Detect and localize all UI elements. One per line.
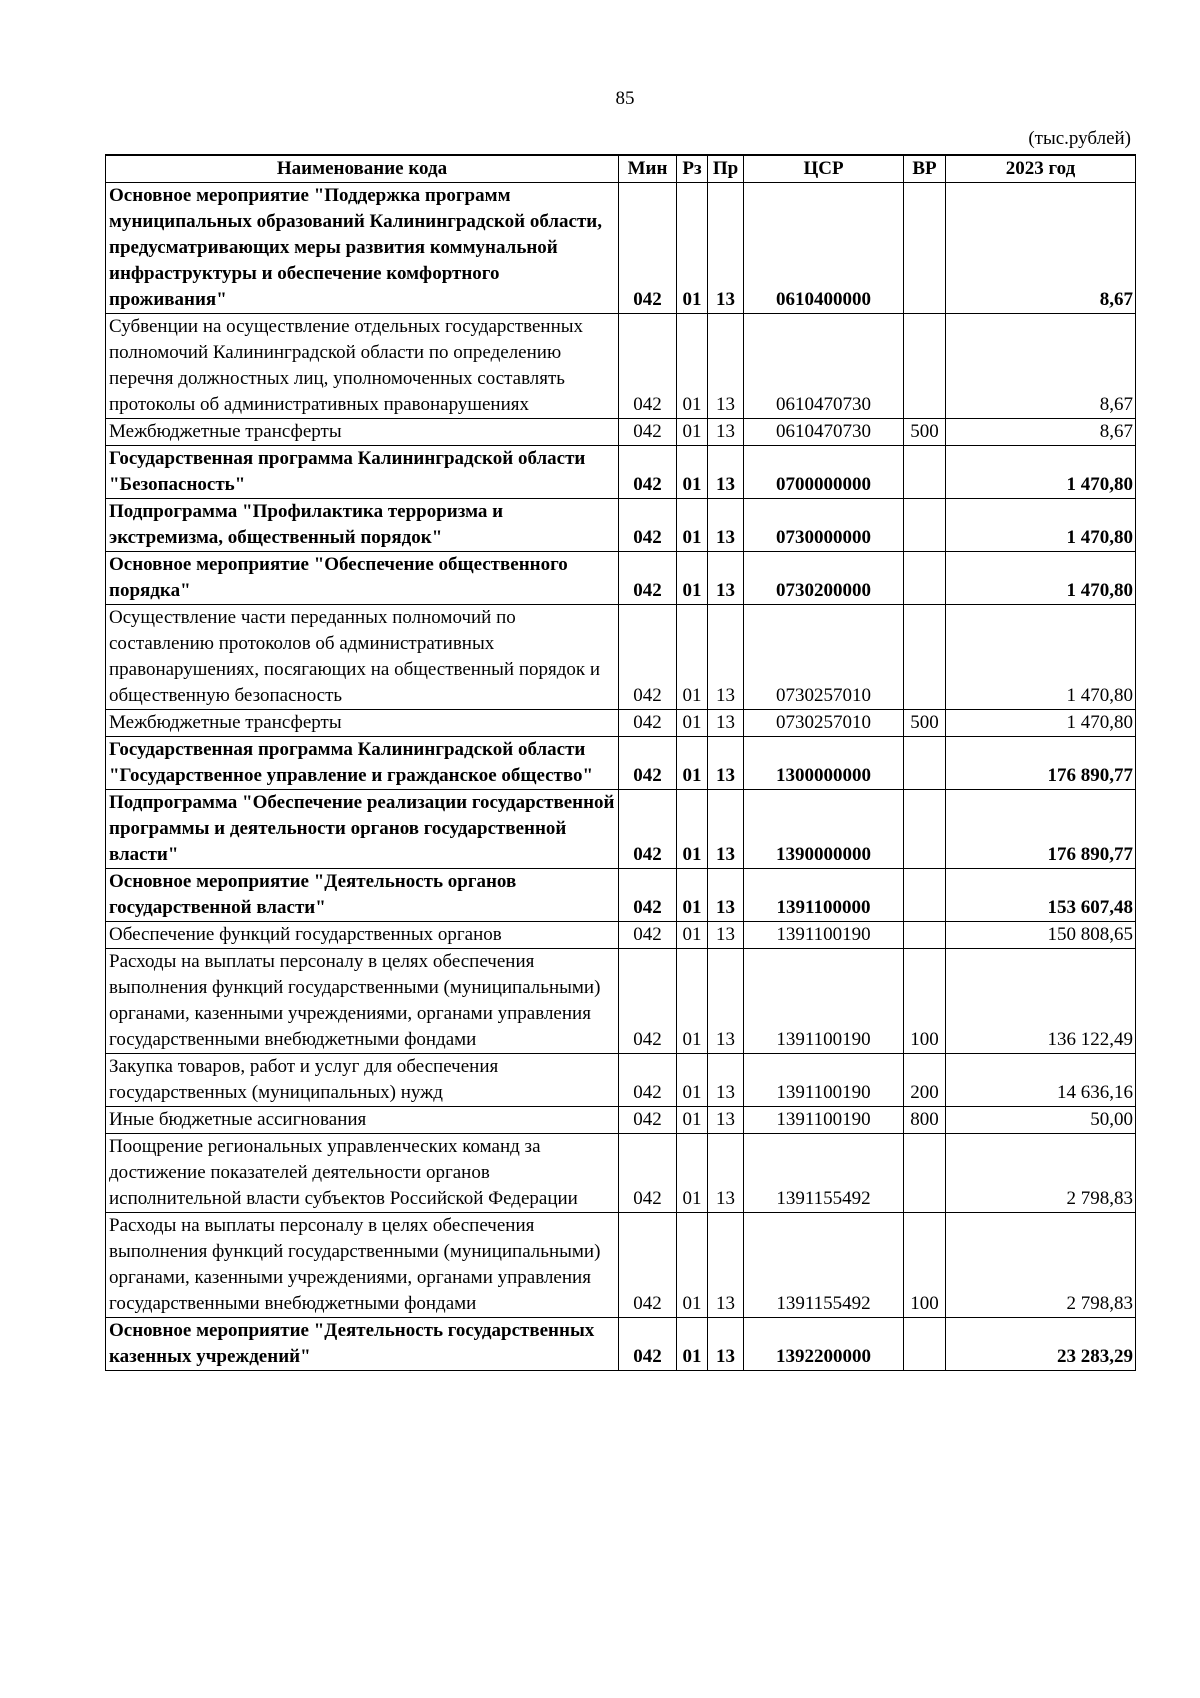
cell-vr bbox=[904, 446, 946, 499]
cell-amount: 14 636,16 bbox=[946, 1054, 1136, 1107]
cell-amount: 23 283,29 bbox=[946, 1318, 1136, 1371]
cell-csr: 1391155492 bbox=[744, 1213, 904, 1318]
cell-rz: 01 bbox=[677, 1054, 708, 1107]
table-row bbox=[106, 1213, 1136, 1318]
cell-csr: 0730257010 bbox=[744, 605, 904, 710]
cell-amount: 176 890,77 bbox=[946, 737, 1136, 790]
header-pr: Пр bbox=[708, 155, 744, 183]
cell-min: 042 bbox=[619, 922, 677, 949]
header-rz: Рз bbox=[677, 155, 708, 183]
cell-pr: 13 bbox=[708, 1054, 744, 1107]
cell-min: 042 bbox=[619, 314, 677, 419]
header-vr: ВР bbox=[904, 155, 946, 183]
cell-name: Основное мероприятие "Деятельность государственных казенных учреждений" bbox=[106, 1318, 619, 1371]
cell-csr: 0610400000 bbox=[744, 183, 904, 314]
cell-name: Основное мероприятие "Деятельность органов государственной власти" bbox=[106, 869, 619, 922]
cell-pr: 13 bbox=[708, 183, 744, 314]
cell-name: Расходы на выплаты персоналу в целях обеспечения выполнения функций государственными (муниципальными) органами, казенными учреждениями, органами управления государственными внебюджетными фондами bbox=[106, 949, 619, 1054]
cell-rz: 01 bbox=[677, 419, 708, 446]
table-row bbox=[106, 922, 1136, 949]
cell-pr: 13 bbox=[708, 949, 744, 1054]
cell-pr: 13 bbox=[708, 499, 744, 552]
table-row bbox=[106, 710, 1136, 737]
cell-amount: 8,67 bbox=[946, 419, 1136, 446]
cell-name: Межбюджетные трансферты bbox=[106, 710, 619, 737]
cell-min: 042 bbox=[619, 869, 677, 922]
cell-csr: 1300000000 bbox=[744, 737, 904, 790]
cell-pr: 13 bbox=[708, 419, 744, 446]
table-row bbox=[106, 605, 1136, 710]
cell-vr bbox=[904, 922, 946, 949]
cell-name: Расходы на выплаты персоналу в целях обеспечения выполнения функций государственными (муниципальными) органами, казенными учреждениями, органами управления государственными внебюджетными фондами bbox=[106, 1213, 619, 1318]
cell-pr: 13 bbox=[708, 790, 744, 869]
cell-min: 042 bbox=[619, 499, 677, 552]
cell-amount: 150 808,65 bbox=[946, 922, 1136, 949]
cell-amount: 2 798,83 bbox=[946, 1134, 1136, 1213]
cell-vr: 100 bbox=[904, 1213, 946, 1318]
cell-amount: 2 798,83 bbox=[946, 1213, 1136, 1318]
cell-amount: 1 470,80 bbox=[946, 499, 1136, 552]
cell-pr: 13 bbox=[708, 1134, 744, 1213]
cell-csr: 0730200000 bbox=[744, 552, 904, 605]
cell-pr: 13 bbox=[708, 869, 744, 922]
table-row bbox=[106, 1134, 1136, 1213]
cell-rz: 01 bbox=[677, 869, 708, 922]
cell-amount: 8,67 bbox=[946, 314, 1136, 419]
cell-amount: 50,00 bbox=[946, 1107, 1136, 1134]
cell-csr: 0700000000 bbox=[744, 446, 904, 499]
table-row bbox=[106, 314, 1136, 419]
table-row bbox=[106, 499, 1136, 552]
cell-vr bbox=[904, 790, 946, 869]
cell-csr: 0610470730 bbox=[744, 314, 904, 419]
cell-csr: 1391155492 bbox=[744, 1134, 904, 1213]
cell-name: Субвенции на осуществление отдельных государственных полномочий Калининградской области по определению перечня должностных лиц, уполномоченных составлять протоколы об административных правонарушениях bbox=[106, 314, 619, 419]
cell-rz: 01 bbox=[677, 949, 708, 1054]
cell-rz: 01 bbox=[677, 710, 708, 737]
cell-csr: 0730257010 bbox=[744, 710, 904, 737]
cell-rz: 01 bbox=[677, 183, 708, 314]
cell-csr: 0730000000 bbox=[744, 499, 904, 552]
cell-rz: 01 bbox=[677, 737, 708, 790]
cell-vr bbox=[904, 605, 946, 710]
cell-amount: 1 470,80 bbox=[946, 710, 1136, 737]
cell-min: 042 bbox=[619, 710, 677, 737]
table-row bbox=[106, 419, 1136, 446]
table-row bbox=[106, 1318, 1136, 1371]
cell-min: 042 bbox=[619, 605, 677, 710]
cell-amount: 153 607,48 bbox=[946, 869, 1136, 922]
table-row bbox=[106, 869, 1136, 922]
cell-name: Закупка товаров, работ и услуг для обеспечения государственных (муниципальных) нужд bbox=[106, 1054, 619, 1107]
cell-amount: 8,67 bbox=[946, 183, 1136, 314]
cell-min: 042 bbox=[619, 1054, 677, 1107]
cell-pr: 13 bbox=[708, 1318, 744, 1371]
header-amount: 2023 год bbox=[946, 155, 1136, 183]
table-row bbox=[106, 446, 1136, 499]
cell-vr bbox=[904, 314, 946, 419]
table-row bbox=[106, 552, 1136, 605]
cell-amount: 1 470,80 bbox=[946, 605, 1136, 710]
cell-rz: 01 bbox=[677, 922, 708, 949]
cell-name: Иные бюджетные ассигнования bbox=[106, 1107, 619, 1134]
cell-min: 042 bbox=[619, 1107, 677, 1134]
cell-min: 042 bbox=[619, 552, 677, 605]
cell-amount: 136 122,49 bbox=[946, 949, 1136, 1054]
cell-min: 042 bbox=[619, 183, 677, 314]
cell-pr: 13 bbox=[708, 605, 744, 710]
cell-name: Государственная программа Калининградской области "Государственное управление и гражданское общество" bbox=[106, 737, 619, 790]
cell-min: 042 bbox=[619, 446, 677, 499]
cell-csr: 1391100190 bbox=[744, 1107, 904, 1134]
cell-rz: 01 bbox=[677, 1213, 708, 1318]
table-header-row bbox=[106, 155, 1136, 183]
cell-rz: 01 bbox=[677, 1107, 708, 1134]
cell-min: 042 bbox=[619, 737, 677, 790]
cell-vr: 200 bbox=[904, 1054, 946, 1107]
cell-vr: 500 bbox=[904, 419, 946, 446]
cell-rz: 01 bbox=[677, 314, 708, 419]
cell-rz: 01 bbox=[677, 1134, 708, 1213]
cell-min: 042 bbox=[619, 419, 677, 446]
cell-pr: 13 bbox=[708, 922, 744, 949]
cell-name: Подпрограмма "Профилактика терроризма и экстремизма, общественный порядок" bbox=[106, 499, 619, 552]
cell-vr bbox=[904, 737, 946, 790]
cell-name: Межбюджетные трансферты bbox=[106, 419, 619, 446]
budget-table bbox=[105, 154, 1136, 1371]
cell-csr: 1390000000 bbox=[744, 790, 904, 869]
cell-min: 042 bbox=[619, 949, 677, 1054]
cell-amount: 1 470,80 bbox=[946, 446, 1136, 499]
cell-pr: 13 bbox=[708, 552, 744, 605]
table-row bbox=[106, 737, 1136, 790]
table-row bbox=[106, 183, 1136, 314]
cell-csr: 1391100190 bbox=[744, 949, 904, 1054]
table-row bbox=[106, 949, 1136, 1054]
cell-vr bbox=[904, 183, 946, 314]
cell-pr: 13 bbox=[708, 446, 744, 499]
cell-min: 042 bbox=[619, 1213, 677, 1318]
cell-pr: 13 bbox=[708, 737, 744, 790]
cell-vr: 100 bbox=[904, 949, 946, 1054]
table-row bbox=[106, 1107, 1136, 1134]
cell-vr: 500 bbox=[904, 710, 946, 737]
cell-pr: 13 bbox=[708, 314, 744, 419]
cell-pr: 13 bbox=[708, 1107, 744, 1134]
header-name: Наименование кода bbox=[106, 155, 619, 183]
cell-name: Основное мероприятие "Обеспечение общественного порядка" bbox=[106, 552, 619, 605]
cell-name: Осуществление части переданных полномочий по составлению протоколов об административных правонарушениях, посягающих на общественный порядок и общественную безопасность bbox=[106, 605, 619, 710]
cell-name: Подпрограмма "Обеспечение реализации государственной программы и деятельности органов государственной власти" bbox=[106, 790, 619, 869]
cell-vr bbox=[904, 552, 946, 605]
cell-min: 042 bbox=[619, 790, 677, 869]
table-row bbox=[106, 1054, 1136, 1107]
header-csr: ЦСР bbox=[744, 155, 904, 183]
cell-vr bbox=[904, 1318, 946, 1371]
table-body bbox=[106, 183, 1136, 1371]
cell-pr: 13 bbox=[708, 710, 744, 737]
cell-csr: 1391100000 bbox=[744, 869, 904, 922]
cell-vr bbox=[904, 1134, 946, 1213]
units-label: (тыс.рублей) bbox=[1028, 128, 1131, 149]
cell-rz: 01 bbox=[677, 790, 708, 869]
cell-csr: 1391100190 bbox=[744, 1054, 904, 1107]
cell-name: Государственная программа Калининградской области "Безопасность" bbox=[106, 446, 619, 499]
cell-rz: 01 bbox=[677, 1318, 708, 1371]
cell-rz: 01 bbox=[677, 605, 708, 710]
table-row bbox=[106, 790, 1136, 869]
cell-rz: 01 bbox=[677, 552, 708, 605]
page-number: 85 bbox=[615, 88, 635, 109]
cell-amount: 1 470,80 bbox=[946, 552, 1136, 605]
cell-name: Обеспечение функций государственных органов bbox=[106, 922, 619, 949]
cell-csr: 0610470730 bbox=[744, 419, 904, 446]
cell-name: Поощрение региональных управленческих команд за достижение показателей деятельности органов исполнительной власти субъектов Российской Федерации bbox=[106, 1134, 619, 1213]
header-min: Мин bbox=[619, 155, 677, 183]
cell-vr bbox=[904, 869, 946, 922]
cell-rz: 01 bbox=[677, 446, 708, 499]
cell-rz: 01 bbox=[677, 499, 708, 552]
cell-csr: 1392200000 bbox=[744, 1318, 904, 1371]
cell-pr: 13 bbox=[708, 1213, 744, 1318]
cell-vr bbox=[904, 499, 946, 552]
cell-csr: 1391100190 bbox=[744, 922, 904, 949]
cell-vr: 800 bbox=[904, 1107, 946, 1134]
cell-name: Основное мероприятие "Поддержка программ муниципальных образований Калининградской области, предусматривающих меры развития коммунальной инфраструктуры и обеспечение комфортного проживания" bbox=[106, 183, 619, 314]
cell-min: 042 bbox=[619, 1318, 677, 1371]
cell-amount: 176 890,77 bbox=[946, 790, 1136, 869]
cell-min: 042 bbox=[619, 1134, 677, 1213]
